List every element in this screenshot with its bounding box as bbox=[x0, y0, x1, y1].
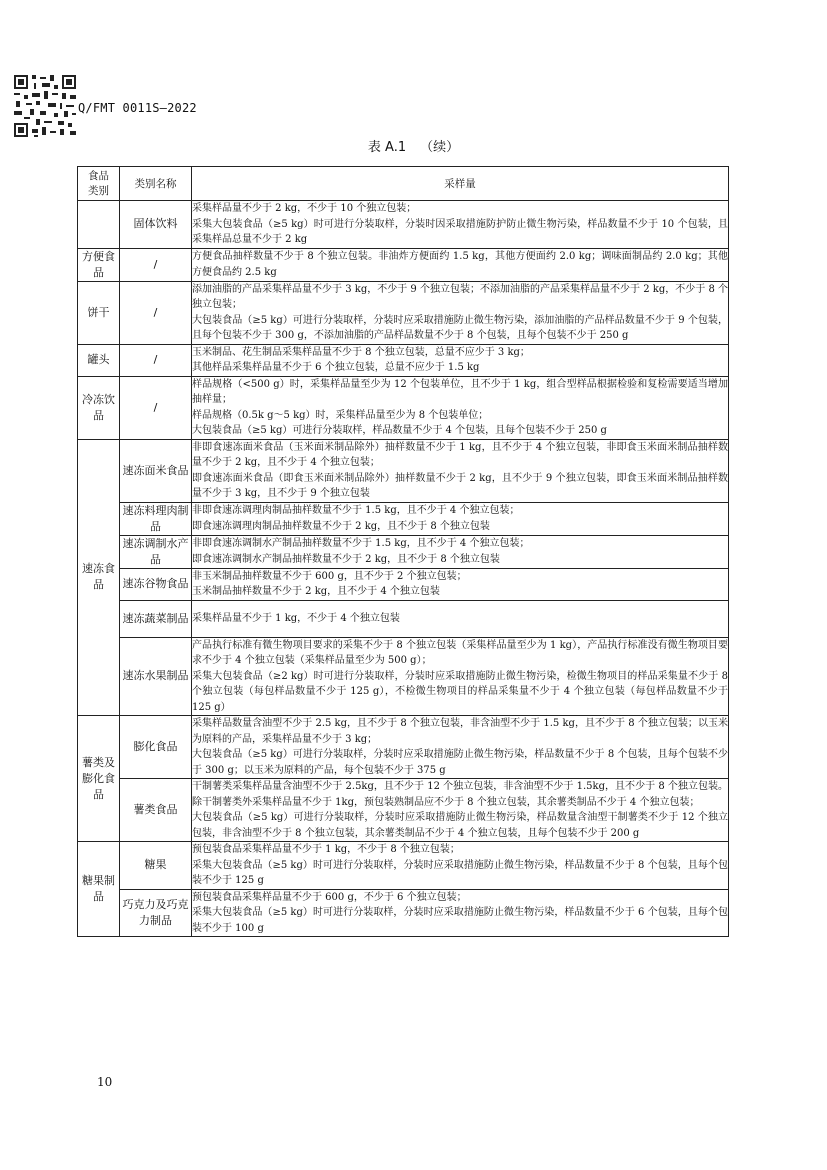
sample-amount-cell bbox=[192, 344, 729, 376]
amount-line: 采集大包装食品（≥5 kg）时可进行分装取样，分装时应采取措施防止微生物污染，样品数量不少于 6 个包装，且每个包装不少于 100 g bbox=[192, 907, 728, 934]
table-row bbox=[78, 502, 729, 535]
amount-line: 其他样品采集样品量不少于 6 个独立包装，总量不应少于 1.5 kg bbox=[192, 362, 480, 373]
sample-amount-cell bbox=[192, 248, 729, 281]
sample-amount-cell bbox=[192, 568, 729, 600]
category-name-cell: 糖果 bbox=[120, 842, 192, 890]
document-code: Q/FMT 0011S—2022 bbox=[78, 101, 197, 115]
sample-amount-cell bbox=[192, 600, 729, 637]
amount-line: 产品执行标准有微生物项目要求的采集不少于 8 个独立包装（采集样品量至少为 1 kg），产品执行标准没有微生物项目要求不少于 4 个独立包装（采集样品量至少为 500 g）； bbox=[192, 639, 728, 666]
amount-line: 采集样品量不少于 2 kg，不少于 10 个独立包装； bbox=[192, 203, 417, 214]
sample-amount-cell bbox=[192, 637, 729, 716]
amount-line: 非即食速冻调理肉制品抽样数量不少于 1.5 kg，且不少于 4 个独立包装； bbox=[192, 505, 520, 516]
table-row bbox=[78, 248, 729, 281]
table-row bbox=[78, 201, 729, 249]
food-category-cell: 方便食品 bbox=[78, 248, 120, 281]
amount-line: 样品规格（0.5k g～5 kg）时，采集样品量至少为 8 个包装单位； bbox=[192, 409, 489, 421]
amount-line: 采集样品量不少于 1 kg，不少于 4 个独立包装 bbox=[192, 612, 400, 624]
category-name-cell: 速冻蔬菜制品 bbox=[120, 600, 192, 637]
amount-line: 采集大包装食品（≥5 kg）时可进行分装取样，分装时因采取措施防护防止微生物污染，样品数量不少于 10 个包装，且采集样品总量不少于 2 kg bbox=[192, 218, 728, 245]
sample-amount-cell bbox=[192, 535, 729, 568]
amount-line: 大包装食品（≥5 kg）可进行分装取样，样品数量不少于 4 个包装，且每个包装不少于 250 g bbox=[192, 425, 607, 436]
amount-line: 干制薯类采集样品量含油型不少于 2.5kg，且不少于 12 个独立包装，非含油型不少于 1.5kg，且不少于 8 个独立包装。除干制薯类外采集样品量不少于 1kg，预包装熟制品应不少于 8 个独立包装，其余薯类制品不少于 4 个独立包装； bbox=[192, 781, 728, 808]
food-category-cell: 冷冻饮品 bbox=[78, 376, 120, 439]
food-category-cell bbox=[78, 201, 120, 249]
amount-line: 大包装食品（≥5 kg）可进行分装取样，分装时应采取措施防止微生物污染，样品数量不少于 8 个包装，且每个包装不少于 300 g；以玉米为原料的产品，每个包装不少于 375 g bbox=[192, 749, 728, 776]
category-name-cell: / bbox=[120, 344, 192, 376]
category-name-cell: / bbox=[120, 248, 192, 281]
header-category-name: 类别名称 bbox=[120, 167, 192, 201]
amount-line: 样品规格（<500 g）时，采集样品量至少为 12 个包装单位，且不少于 1 kg，组合型样品根据检验和复检需要适当增加抽样量； bbox=[192, 378, 728, 405]
category-name-cell: / bbox=[120, 376, 192, 439]
table-row bbox=[78, 842, 729, 890]
table-header-row bbox=[78, 167, 729, 201]
category-name-cell: 速冻谷物食品 bbox=[120, 568, 192, 600]
sample-amount-cell bbox=[192, 842, 729, 890]
sample-amount-cell bbox=[192, 439, 729, 502]
category-name-cell: 速冻调制水产品 bbox=[120, 535, 192, 568]
amount-line: 采集大包装食品（≥5 kg）时可进行分装取样，分装时应采取措施防止微生物污染，样品数量不少于 8 个包装，且每个包装不少于 125 g bbox=[192, 859, 728, 886]
sample-amount-cell bbox=[192, 376, 729, 439]
amount-line: 即食速冻面米食品（即食玉米面米制品除外）抽样数量不少于 2 kg，且不少于 9 个独立包装，即食玉米面米制品抽样数量不少于 3 kg，且不少于 9 个独立包装 bbox=[192, 472, 728, 499]
food-category-cell: 罐头 bbox=[78, 344, 120, 376]
amount-line: 非即食速冻面米食品（玉米面米制品除外）抽样数量不少于 1 kg，且不少于 4 个独立包装，非即食玉米面米制品抽样数量不少于 2 kg，且不少于 4 个独立包装； bbox=[192, 441, 728, 468]
table-row bbox=[78, 344, 729, 376]
category-name-cell: 薯类食品 bbox=[120, 779, 192, 842]
sampling-table bbox=[77, 166, 729, 937]
table-title bbox=[0, 136, 827, 155]
amount-line: 方便食品抽样数量不少于 8 个独立包装。非油炸方便面约 1.5 kg，其他方便面约 2.0 kg；调味面制品约 2.0 kg；其他方便食品约 2.5 kg bbox=[192, 251, 728, 278]
food-category-cell: 速冻食品 bbox=[78, 439, 120, 716]
category-name-cell: 巧克力及巧克力制品 bbox=[120, 889, 192, 937]
category-name-cell: 速冻料理肉制品 bbox=[120, 502, 192, 535]
header-sample-amount: 采样量 bbox=[192, 167, 729, 201]
category-name-cell: 速冻面米食品 bbox=[120, 439, 192, 502]
category-name-cell: / bbox=[120, 281, 192, 344]
table-row bbox=[78, 600, 729, 637]
amount-line: 玉米制品、花生制品采集样品量不少于 8 个独立包装，总量不应少于 3 kg； bbox=[192, 346, 530, 358]
table-row bbox=[78, 535, 729, 568]
amount-line: 采集大包装食品（≥2 kg）时可进行分装取样，分装时应采取措施防止微生物污染，检微生物项目的样品采集量不少于 8 个独立包装（每包样品数量不少于 125 g），不检微生物项目的样品采集量不少于 4 个独立包装（每包样品数量不少于 125 g） bbox=[192, 670, 728, 713]
sample-amount-cell bbox=[192, 716, 729, 779]
category-name-cell: 速冻水果制品 bbox=[120, 637, 192, 716]
amount-line: 预包装食品采集样品量不少于 1 kg，不少于 8 个独立包装； bbox=[192, 844, 460, 855]
amount-line: 大包装食品（≥5 kg）可进行分装取样，分装时应采取措施防止微生物污染，添加油脂的产品样品数量不少于 9 个包装，且每个包装不少于 300 g，不添加油脂的产品样品数量不少于 8 个包装，且每个包装不少于 250 g bbox=[192, 314, 728, 341]
food-category-cell: 糖果制品 bbox=[78, 842, 120, 937]
table-row bbox=[78, 376, 729, 439]
sample-amount-cell bbox=[192, 779, 729, 842]
amount-line: 即食速冻调理肉制品抽样数量不少于 2 kg，且不少于 8 个独立包装 bbox=[192, 520, 490, 532]
sample-amount-cell bbox=[192, 201, 729, 249]
amount-line: 大包装食品（≥5 kg）可进行分装取样，分装时应采取措施防止微生物污染，样品数量含油型干制薯类不少于 12 个独立包装，非含油型不少于 8 个独立包装，其余薯类制品不少于 4 个独立包装，且每个包装不少于 200 g bbox=[192, 812, 728, 839]
sample-amount-cell bbox=[192, 281, 729, 344]
table-continued: （续） bbox=[420, 140, 460, 155]
sample-amount-cell bbox=[192, 502, 729, 535]
amount-line: 非即食速冻调制水产制品抽样数量不少于 1.5 kg，且不少于 4 个独立包装； bbox=[192, 538, 530, 549]
amount-line: 非玉米制品抽样数量不少于 600 g，且不少于 2 个独立包装； bbox=[192, 570, 467, 582]
amount-line: 玉米制品抽样数量不少于 2 kg，且不少于 4 个独立包装 bbox=[192, 586, 440, 597]
table-row bbox=[78, 716, 729, 779]
amount-line: 即食速冻调制水产制品抽样数量不少于 2 kg，且不少于 8 个独立包装 bbox=[192, 553, 500, 565]
category-name-cell: 固体饮料 bbox=[120, 201, 192, 249]
category-name-cell: 膨化食品 bbox=[120, 716, 192, 779]
table-label: 表 A.1 bbox=[367, 140, 407, 155]
qr-code bbox=[12, 73, 78, 139]
table-row bbox=[78, 568, 729, 600]
sample-amount-cell bbox=[192, 889, 729, 937]
table-row bbox=[78, 637, 729, 716]
table-row bbox=[78, 281, 729, 344]
food-category-cell: 薯类及膨化食品 bbox=[78, 716, 120, 842]
food-category-cell: 饼干 bbox=[78, 281, 120, 344]
header-food-category: 食品类别 bbox=[78, 167, 120, 201]
amount-line: 添加油脂的产品采集样品量不少于 3 kg，不少于 9 个独立包装；不添加油脂的产品采集样品量不少于 2 kg，不少于 8 个独立包装； bbox=[192, 283, 728, 310]
page-number: 10 bbox=[97, 1075, 113, 1089]
table-row bbox=[78, 439, 729, 502]
amount-line: 预包装食品采集样品量不少于 600 g，不少于 6 个独立包装； bbox=[192, 891, 467, 903]
amount-line: 采集样品数量含油型不少于 2.5 kg，且不少于 8 个独立包装，非含油型不少于 1.5 kg，且不少于 8 个独立包装；以玉米为原料的产品，采集样品量不少于 3 kg； bbox=[192, 718, 728, 745]
table-row bbox=[78, 779, 729, 842]
table-row bbox=[78, 889, 729, 937]
